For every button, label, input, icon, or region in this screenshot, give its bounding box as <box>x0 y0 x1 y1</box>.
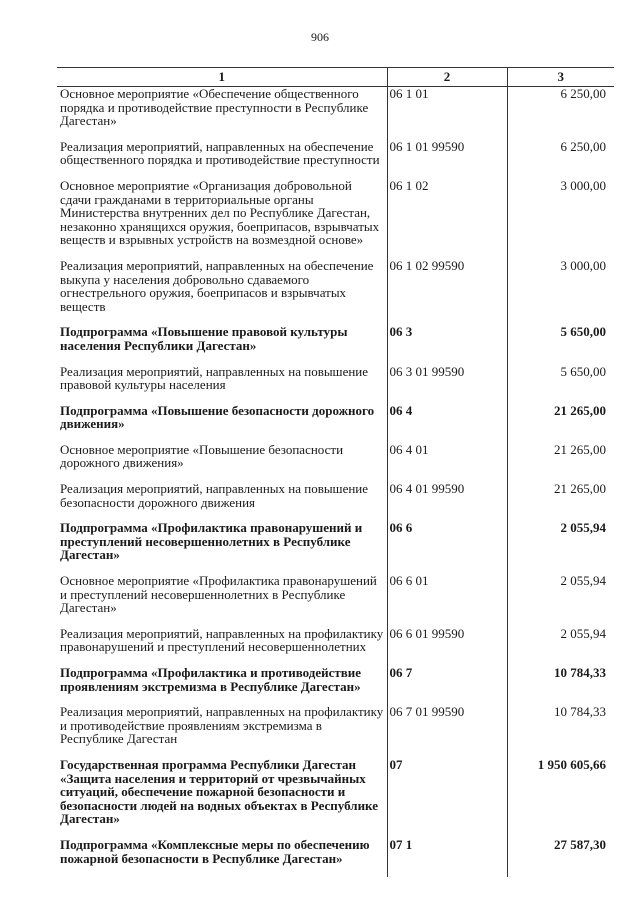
row-sum-cell: 6 250,00 <box>507 140 614 179</box>
row-sum-cell: 2 055,94 <box>507 627 614 666</box>
table-row <box>57 666 614 705</box>
row-sum-cell: 6 250,00 <box>507 87 614 140</box>
column-header-1: 1 <box>57 68 387 87</box>
table-row <box>57 325 614 364</box>
row-name-cell: Основное мероприятие «Профилактика правонарушений и преступлений несовершеннолетних в Республике Дагестан» <box>60 573 377 616</box>
row-name-cell: Реализация мероприятий, направленных на повышение безопасности дорожного движения <box>60 481 369 510</box>
row-code-cell: 06 4 01 99590 <box>387 482 507 521</box>
row-sum-cell: 2 055,94 <box>507 574 614 627</box>
table-row <box>57 838 614 877</box>
page-number: 906 <box>311 30 329 44</box>
row-code-cell: 06 7 <box>387 666 507 705</box>
row-code-cell: 06 1 01 <box>387 87 507 140</box>
row-sum-cell: 21 265,00 <box>507 443 614 482</box>
row-name-cell: Подпрограмма «Профилактика правонарушений и преступлений несовершеннолетних в Республике Дагестан» <box>60 520 363 563</box>
table-row <box>57 140 614 179</box>
row-code-cell: 06 4 01 <box>387 443 507 482</box>
row-sum-cell: 3 000,00 <box>507 179 614 259</box>
row-code-cell: 06 3 01 99590 <box>387 365 507 404</box>
row-sum-cell: 10 784,33 <box>507 705 614 758</box>
row-sum-cell: 1 950 605,66 <box>507 758 614 838</box>
column-header-2: 2 <box>387 68 507 87</box>
table-row <box>57 705 614 758</box>
row-sum-cell: 21 265,00 <box>507 404 614 443</box>
row-code-cell: 06 7 01 99590 <box>387 705 507 758</box>
row-sum-cell: 10 784,33 <box>507 666 614 705</box>
table-row <box>57 179 614 259</box>
table-row <box>57 521 614 574</box>
table-row <box>57 87 614 140</box>
row-code-cell: 06 6 01 <box>387 574 507 627</box>
row-code-cell: 06 6 01 99590 <box>387 627 507 666</box>
row-code-cell: 07 1 <box>387 838 507 877</box>
column-header-3: 3 <box>507 68 614 87</box>
row-code-cell: 06 4 <box>387 404 507 443</box>
row-name-cell: Реализация мероприятий, направленных на профилактику правонарушений и преступлений несовершеннолетних <box>60 625 384 655</box>
table-body <box>57 87 614 878</box>
row-sum-cell: 3 000,00 <box>507 259 614 325</box>
row-name-cell: Подпрограмма «Повышение правовой культуры населения Республики Дагестан» <box>60 324 348 353</box>
row-name-cell: Реализация мероприятий, направленных на обеспечение общественного порядка и противодействие преступности <box>60 138 380 168</box>
row-name-cell: Реализация мероприятий, направленных на профилактику и противодействие проявлениям экстремизма в Республике Дагестан <box>60 704 384 747</box>
budget-table <box>57 67 614 877</box>
row-name-cell: Подпрограмма «Повышение безопасности дорожного движения» <box>60 402 375 432</box>
row-code-cell: 06 1 02 <box>387 179 507 259</box>
row-code-cell: 06 1 01 99590 <box>387 140 507 179</box>
row-name-cell: Реализация мероприятий, направленных на обеспечение выкупа у населения добровольно сдаваемого огнестрельного оружия, боеприпасов и взрывчатых веществ <box>60 257 374 314</box>
table-header-row <box>57 68 614 87</box>
row-code-cell: 06 3 <box>387 325 507 364</box>
table-row <box>57 627 614 666</box>
row-name-cell: Государственная программа Республики Дагестан «Защита населения и территорий от чрезвычайных ситуаций, обеспечение пожарной безопасности и безопасности людей на водных объектах в Республике Дагестан» <box>60 756 378 827</box>
row-code-cell: 06 6 <box>387 521 507 574</box>
row-sum-cell: 2 055,94 <box>507 521 614 574</box>
row-code-cell: 06 1 02 99590 <box>387 259 507 325</box>
row-code-cell: 07 <box>387 758 507 838</box>
table-row <box>57 574 614 627</box>
table-row <box>57 758 614 838</box>
row-sum-cell: 27 587,30 <box>507 838 614 877</box>
row-sum-cell: 5 650,00 <box>507 325 614 364</box>
row-sum-cell: 21 265,00 <box>507 482 614 521</box>
row-name-cell: Реализация мероприятий, направленных на повышение правовой культуры населения <box>60 363 369 393</box>
table-row <box>57 443 614 482</box>
table-row <box>57 259 614 325</box>
table-row <box>57 482 614 521</box>
row-name-cell: Подпрограмма «Профилактика и противодействие проявлениям экстремизма в Республике Дагестан» <box>60 665 362 694</box>
row-name-cell: Основное мероприятие «Обеспечение общественного порядка и противодействие преступности в Республике Дагестан» <box>60 86 369 129</box>
row-name-cell: Основное мероприятие «Организация добровольной сдачи гражданами в территориальные органы Министерства внутренних дел по Республике Дагестан, незаконно хранящихся оружия, боеприпасов, взрывчатых веществ и взрывных устройств на возмездной основе» <box>60 177 380 248</box>
table-row <box>57 365 614 404</box>
row-sum-cell: 5 650,00 <box>507 365 614 404</box>
table-row <box>57 404 614 443</box>
row-name-cell: Подпрограмма «Комплексные меры по обеспечению пожарной безопасности в Республике Дагестан» <box>60 836 370 866</box>
row-name-cell: Основное мероприятие «Повышение безопасности дорожного движения» <box>60 441 344 471</box>
